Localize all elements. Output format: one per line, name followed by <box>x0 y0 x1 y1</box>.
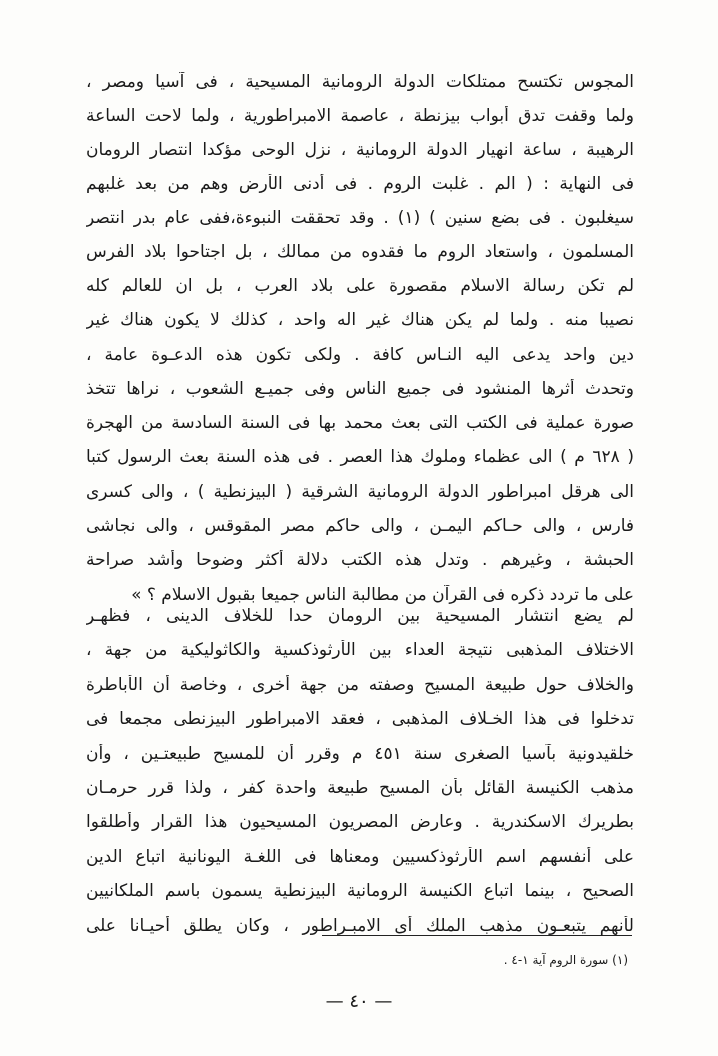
text-line: بطريرك الاسكندرية . وعارض المصريون المسيحيون هذا القرار وأطلقوا <box>86 812 634 833</box>
text-line: على ما تردد ذكره فى القرآن من مطالبة الناس جميعا بقبول الاسلام ؟ » <box>131 584 634 605</box>
text-line: على أنفسهم اسم الأرثوذكسيين ومعناها فى اللغـة اليونانية اتباع الدين <box>86 846 634 867</box>
text-line: تدخلوا فى هذا الخـلاف المذهبى ، فعقد الامبراطور البيزنطى مجمعا فى <box>86 709 634 730</box>
text-line: الرهيبة ، ساعة انهيار الدولة الرومانية ، نزل الوحى مؤكدا انتصار الرومان <box>86 140 634 160</box>
text-line: فى النهاية : ( الم . غلبت الروم . فى أدنى الأرض وهم من بعد غلبهم <box>86 174 634 194</box>
text-line: لم يضع انتشار المسيحية بين الرومان حدا للخلاف الدينى ، فظهـر <box>86 606 634 626</box>
text-line: الصحيح ، بينما اتباع الكنيسة الرومانية البيزنطية يسمون باسم الملكانيين <box>86 881 634 902</box>
text-line: الاختلاف المذهبى نتيجة العداء بين الأرثوذكسية والكاثوليكية من جهة ، <box>86 640 634 661</box>
text-line: نصيبا منه . ولما لم يكن هناك غير اله واحد ، كذلك لا يكون هناك غير <box>86 310 634 331</box>
text-line: مذهب الكنيسة القائل بأن المسيح طبيعة واحدة كفر ، ولذا قرر حرمـان <box>86 777 634 798</box>
text-line: وتحدث أثرها المنشود فى جميع الناس وفى جميـع الشعوب ، نراها تتخذ <box>86 378 634 399</box>
text-line: ( ٦٢٨ م ) الى عظماء وملوك هذا العصر . فى هذه السنة بعث الرسول كتبا <box>86 447 634 468</box>
footnote-divider <box>322 935 632 936</box>
paragraph-1 <box>86 72 634 276</box>
text-line: صورة عملية فى الكتب التى بعث محمد بها فى السنة السادسة من الهجرة <box>86 413 634 434</box>
text-line: لأنهم يتبعـون مذهب الملك أى الامبـراطور ، وكان يطلق أحيـانا على <box>86 915 634 936</box>
text-line: المسلمون ، واستعاد الروم ما فقدوه من ممالك ، بل اجتاحوا بلاد الفرس <box>86 242 634 262</box>
footnote: (١) سورة الروم آية ١-٤ . <box>503 953 628 967</box>
text-line: الى هرقل امبراطور الدولة الرومانية الشرقية ( البيزنطية ) ، والى كسرى <box>86 481 634 502</box>
text-line: المجوس تكتسح ممتلكات الدولة الرومانية المسيحية ، فى آسيا ومصر ، <box>86 72 634 92</box>
text-line: فارس ، والى حـاكم اليمـن ، والى حاكم مصر المقوقس ، والى نجاشى <box>86 516 634 537</box>
text-line: ولما وقفت تدق أبواب بيزنطة ، عاصمة الامبراطورية ، ولما لاحت الساعة <box>86 106 634 126</box>
paragraph-3 <box>86 606 634 950</box>
page-number: — ٤٠ — <box>325 991 393 1012</box>
text-line: دين واحد يدعى اليه النـاس كافة . ولكى تكون هذه الدعـوة عامة ، <box>86 344 634 365</box>
text-line: سيغلبون . فى بضع سنين ) (١) . وقد تحققت النبوءة،ففى عام بدر انتصر <box>86 208 634 228</box>
paragraph-2 <box>86 276 634 619</box>
text-line: خلقيدونية بآسيا الصغرى سنة ٤٥١ م وقرر أن للمسيح طبيعتـين ، وأن <box>86 743 634 764</box>
text-line: لم تكن رسالة الاسلام مقصورة على بلاد العرب ، بل ان للعالم كله <box>86 276 634 296</box>
text-line: والخلاف حول طبيعة المسيح وصفته من جهة أخرى ، وخاصة أن الأباطرة <box>86 674 634 695</box>
text-line: الحبشة ، وغيرهم . وتدل هذه الكتب دلالة أكثر وضوحا وأشد صراحة <box>86 550 634 571</box>
